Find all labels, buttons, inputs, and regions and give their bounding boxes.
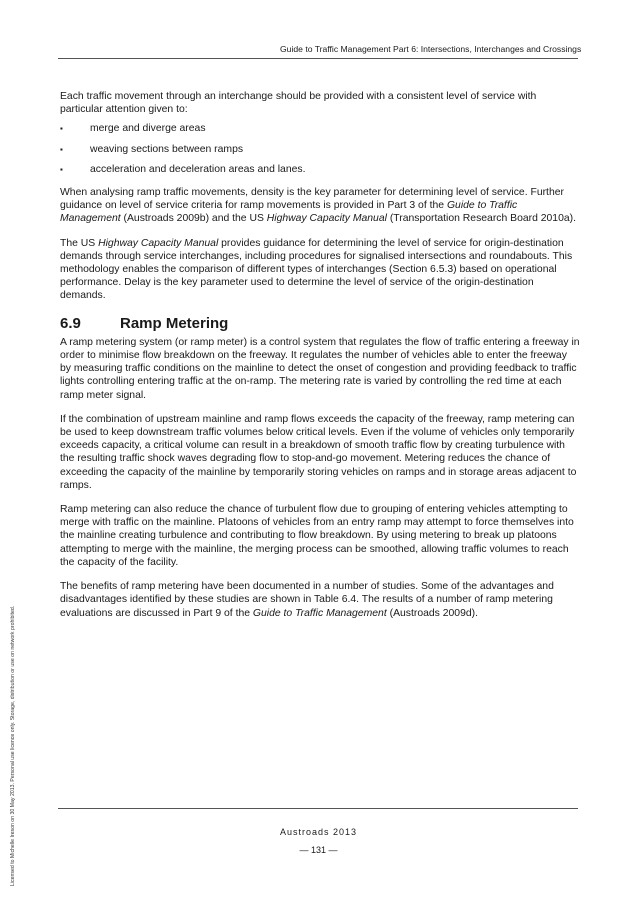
- section-number: 6.9: [60, 314, 81, 332]
- list-item: ▪ weaving sections between ramps: [60, 143, 244, 155]
- paragraph-density: When analysing ramp traffic movements, density is the key parameter for determining level of service. Further guidance on level of service criteria for ramp movements is provided in Part 3 of the Guide to Traffic Management (Austroads 2009b) and the US Highway Capacity Manual (Transportation Research Board 2010a).: [60, 187, 576, 225]
- citation-title: Highway Capacity Manual: [266, 213, 387, 225]
- bullet-icon: ▪: [60, 144, 63, 154]
- page-number: — 131 —: [299, 845, 338, 855]
- bullet-icon: ▪: [60, 164, 63, 174]
- footer-rule: [58, 808, 578, 809]
- intro-paragraph: Each traffic movement through an interchange should be provided with a consistent level of service with particular attention given to:: [60, 91, 537, 116]
- paragraph-capacity: If the combination of upstream mainline and ramp flows exceeds the capacity of the freeway, ramp metering can be used to keep downstream traffic volumes below critical levels. Even if the volume of vehicles only temporarily exceeds capacity, a critical volume can result in a breakdown of smooth traffic flow by creating turbulence with the resulting traffic shock waves degrading flow to stop-and-go movement. Metering reduces the chance of exceeding the capacity of the mainline by temporarily storing vehicles on ramps and in storage areas adjacent to ramps.: [60, 413, 577, 491]
- citation-title: Guide to Traffic Management: [252, 607, 387, 619]
- footer-organisation: Austroads 2013: [279, 827, 358, 837]
- bullet-list: [60, 122, 580, 176]
- paragraph-hcm: The US Highway Capacity Manual provides guidance for determining the level of service for origin-destination demands through service interchanges, including procedures for signalised intersections and roundabouts. This methodology enables the comparison of different types of interchanges (Section 6.5.3) based on operational performance. Delay is the key parameter used to determine the level of service of the origin-destination demands.: [60, 237, 573, 302]
- paragraph-benefits: The benefits of ramp metering have been documented in a number of studies. Some of the advantages and disadvantages identified by these studies are shown in Table 6.4. The results of a number of ramp metering evaluations are discussed in Part 9 of the Guide to Traffic Management (Austroads 2009d).: [60, 581, 554, 619]
- list-item: ▪ acceleration and deceleration areas and lanes.: [60, 163, 306, 175]
- running-header: Guide to Traffic Management Part 6: Intersections, Interchanges and Crossings: [280, 44, 582, 54]
- page-body: [60, 90, 580, 631]
- bullet-icon: ▪: [60, 124, 63, 134]
- paragraph-platoons: Ramp metering can also reduce the chance of turbulent flow due to grouping of entering vehicles attempting to merge with traffic on the mainline. Platoons of vehicles from an entry ramp may attempt to force themselves into the mainline creating turbulence and contributing to flow breakdown. By using metering to break up platoons attempting to merge with the mainline, the merging process can be smoothed, allowing traffic volumes to reach the capacity of the facility.: [60, 504, 574, 568]
- section-heading: [60, 314, 580, 332]
- licence-watermark: Licensed to Michelle Ireson on 30 May 2013. Personal use licence only. Storage, distribution or use on network prohibited.: [10, 605, 16, 886]
- citation-title: Highway Capacity Manual: [98, 237, 219, 249]
- list-item: ▪ merge and diverge areas: [60, 123, 206, 135]
- citation-title: Guide to Traffic Management: [60, 200, 518, 225]
- paragraph-definition: A ramp metering system (or ramp meter) is a control system that regulates the flow of traffic entering a freeway in order to minimise flow breakdown on the freeway. It regulates the number of vehicles able to enter the freeway by measuring traffic conditions on the mainline to detect the onset of congestion and providing feedback to traffic lights controlling entering traffic at the on-ramp. The metering rate is varied by controlling the red time at each ramp meter signal.: [60, 336, 580, 401]
- header-rule: [58, 58, 578, 59]
- section-title: Ramp Metering: [120, 314, 229, 332]
